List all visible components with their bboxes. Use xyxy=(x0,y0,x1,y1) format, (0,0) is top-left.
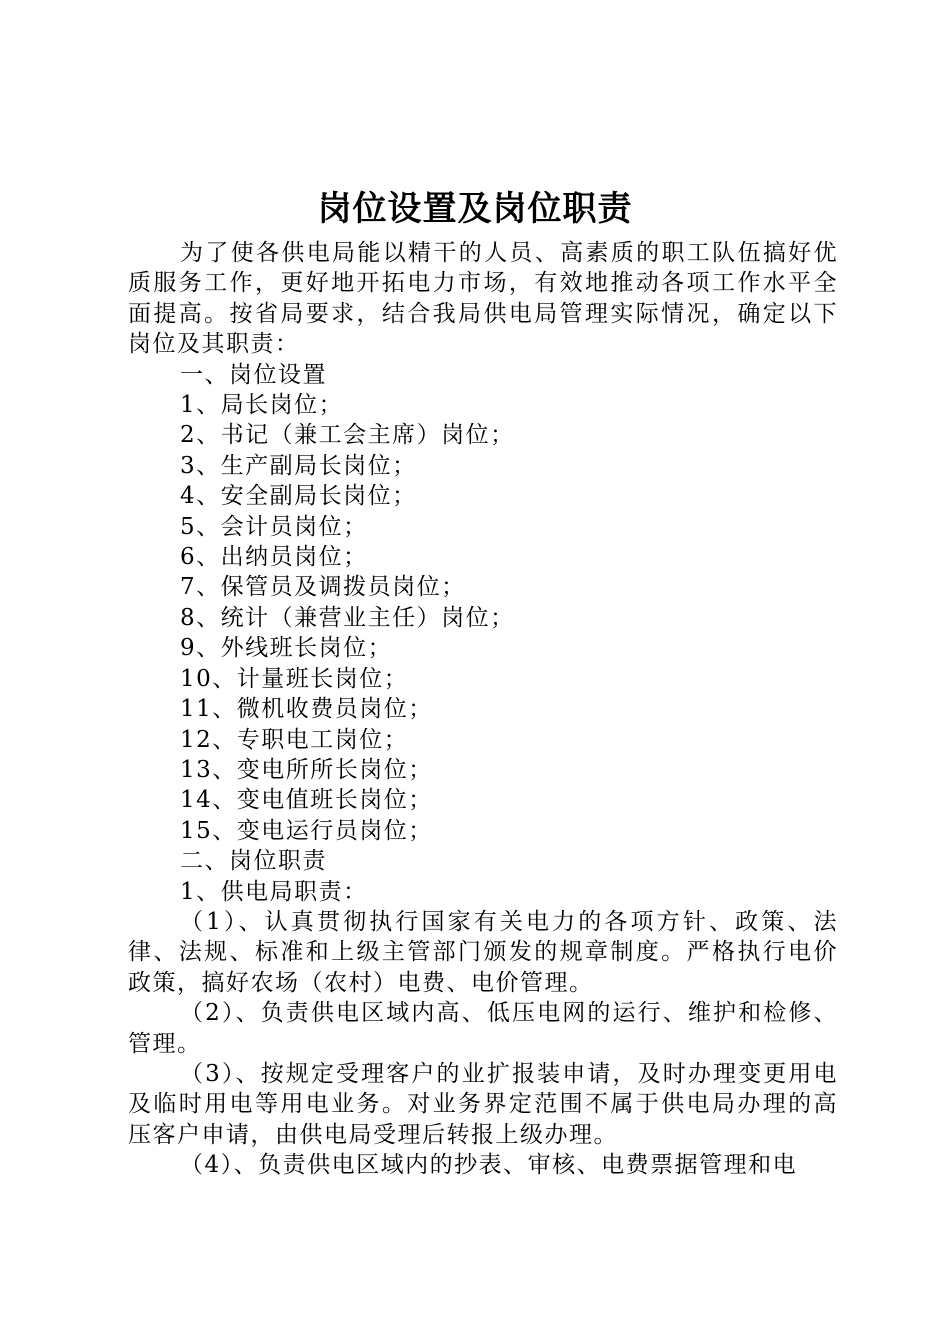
position-item: 2、书记（兼工会主席）岗位； xyxy=(180,422,515,449)
position-item: 4、安全副局长岗位； xyxy=(180,483,417,510)
section-heading-duties: 二、岗位职责 xyxy=(180,848,327,875)
document-body xyxy=(128,238,838,1181)
position-item: 12、专职电工岗位； xyxy=(180,726,409,753)
position-item: 15、变电运行员岗位； xyxy=(180,817,433,844)
duty-clause: （4）、负责供电区域内的抄表、审核、电费票据管理和电 xyxy=(180,1152,798,1179)
position-item: 8、统计（兼营业主任）岗位； xyxy=(180,604,515,631)
position-item: 14、变电值班长岗位； xyxy=(180,787,433,814)
duty-clause: （3）、按规定受理客户的业扩报装申请，及时办理变更用电及临时用电等用电业务。对业务界定范围不属于供电局办理的高压客户申请，由供电局受理后转报上级办理。 xyxy=(128,1060,838,1148)
position-item: 6、出纳员岗位； xyxy=(180,544,368,571)
intro-paragraph: 为了使各供电局能以精干的人员、高素质的职工队伍搞好优质服务工作，更好地开拓电力市场，有效地推动各项工作水平全面提高。按省局要求，结合我局供电局管理实际情况，确定以下岗位及其职责： xyxy=(128,240,838,358)
position-item: 3、生产副局长岗位； xyxy=(180,452,417,479)
section-heading-positions: 一、岗位设置 xyxy=(180,361,327,388)
document-title: 岗位设置及岗位职责 xyxy=(317,189,633,229)
position-item: 9、外线班长岗位； xyxy=(180,635,393,662)
position-item: 7、保管员及调拨员岗位； xyxy=(180,574,466,601)
position-item: 11、微机收费员岗位； xyxy=(180,696,433,723)
position-item: 5、会计员岗位； xyxy=(180,513,368,540)
position-item: 13、变电所所长岗位； xyxy=(180,756,433,783)
duty-clause: （1）、认真贯彻执行国家有关电力的各项方针、政策、法律、法规、标准和上级主管部门颁发的规章制度。严格执行电价政策，搞好农场（农村）电费、电价管理。 xyxy=(128,908,838,996)
position-item: 10、计量班长岗位； xyxy=(180,665,409,692)
position-item: 1、局长岗位； xyxy=(180,392,344,419)
duty-clause: （2）、负责供电区域内高、低压电网的运行、维护和检修、管理。 xyxy=(128,1000,838,1057)
duties-subheading: 1、供电局职责： xyxy=(180,878,368,905)
